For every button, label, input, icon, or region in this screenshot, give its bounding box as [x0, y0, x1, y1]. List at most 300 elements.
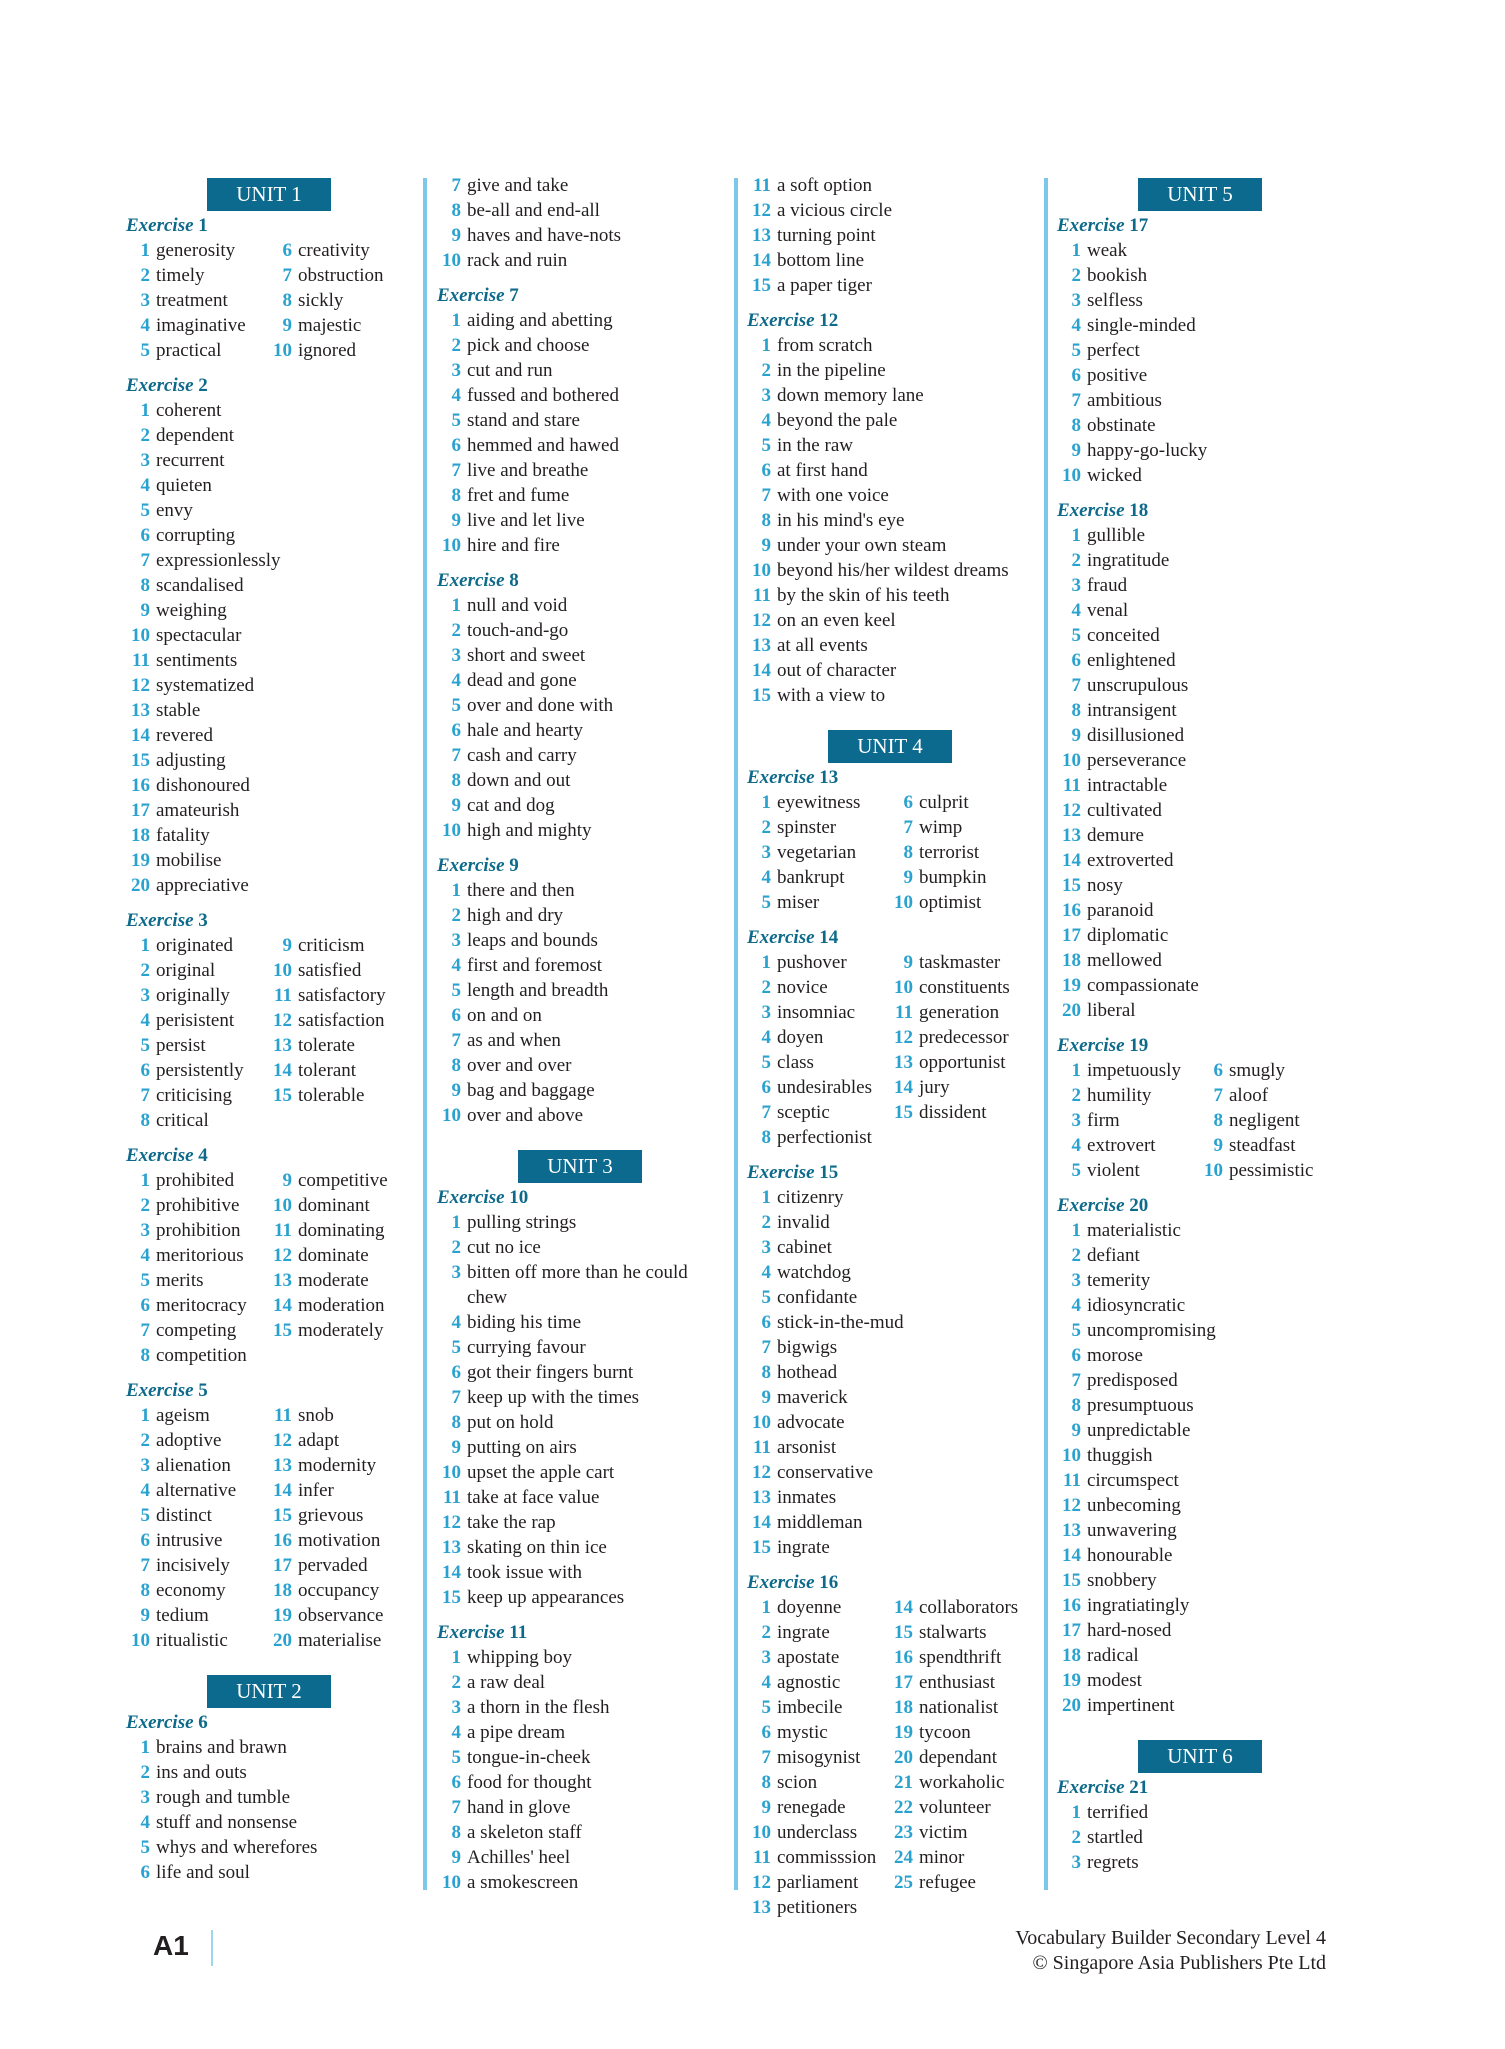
item-answer: cut and run: [467, 360, 553, 381]
answer-item: [747, 1410, 845, 1435]
item-answer: intrusive: [156, 1530, 223, 1551]
item-number: 5: [140, 1505, 150, 1526]
item-number: 18: [894, 1697, 913, 1718]
item-number: 6: [451, 1772, 461, 1793]
item-answer: mellowed: [1087, 950, 1162, 971]
item-answer: at all events: [777, 635, 868, 656]
item-answer: recurrent: [156, 450, 225, 471]
answer-item: [437, 173, 568, 198]
item-number: 14: [894, 1597, 913, 1618]
item-number: 7: [282, 265, 292, 286]
item-answer: competitive: [298, 1170, 388, 1191]
answer-row: [1057, 413, 1347, 438]
item-number: 17: [894, 1672, 913, 1693]
answer-item: [268, 1008, 385, 1033]
item-answer: idiosyncratic: [1087, 1295, 1186, 1316]
item-answer: competition: [156, 1345, 247, 1366]
answer-row: [1057, 1468, 1347, 1493]
answer-item: [126, 1168, 234, 1193]
answer-item: [1057, 948, 1162, 973]
item-number: 15: [752, 275, 771, 296]
answer-item: [747, 433, 853, 458]
item-answer: cabinet: [777, 1237, 832, 1258]
item-number: 4: [140, 1010, 150, 1031]
answer-row: [437, 1335, 727, 1360]
item-answer: violent: [1087, 1160, 1140, 1181]
answer-row: [437, 1870, 727, 1895]
item-number: 8: [903, 842, 913, 863]
item-number: 4: [140, 1480, 150, 1501]
answer-item: [437, 668, 577, 693]
item-answer: insomniac: [777, 1002, 856, 1023]
item-number: 5: [1071, 1160, 1081, 1181]
item-answer: watchdog: [777, 1262, 851, 1283]
answer-item: [747, 508, 904, 533]
answer-item: [437, 1770, 592, 1795]
item-number: 5: [140, 1837, 150, 1858]
column-divider: [734, 178, 738, 1890]
answer-item: [126, 263, 205, 288]
item-number: 1: [761, 1187, 771, 1208]
item-answer: maverick: [777, 1387, 848, 1408]
item-answer: workaholic: [919, 1772, 1005, 1793]
item-number: 7: [140, 550, 150, 571]
unit-heading: UNIT 1: [207, 178, 331, 211]
unit-heading: UNIT 3: [518, 1150, 642, 1183]
item-number: 7: [1071, 390, 1081, 411]
answer-item: [1057, 873, 1123, 898]
item-answer: invalid: [777, 1212, 830, 1233]
item-number: 3: [451, 1697, 461, 1718]
answer-item: [1057, 1218, 1181, 1243]
item-answer: pulling strings: [467, 1212, 577, 1233]
answer-row: [747, 1770, 1037, 1795]
item-answer: taskmaster: [919, 952, 1001, 973]
item-number: 8: [451, 1822, 461, 1843]
answer-item: [437, 643, 585, 668]
answer-item: [126, 1193, 239, 1218]
item-number: 9: [282, 1170, 292, 1191]
answer-row: [437, 533, 727, 558]
answer-row: [126, 573, 416, 598]
item-answer: radical: [1087, 1645, 1139, 1666]
item-number: 3: [451, 1262, 461, 1283]
answer-row: [126, 773, 416, 798]
item-number: 9: [140, 600, 150, 621]
exercise-heading: [126, 373, 416, 398]
answer-item: [268, 1403, 334, 1428]
item-answer: a thorn in the flesh: [467, 1697, 610, 1718]
answer-item: [747, 558, 1009, 583]
item-number: 20: [1062, 1695, 1081, 1716]
answer-item: [268, 1083, 364, 1108]
item-answer: tolerate: [298, 1035, 355, 1056]
answer-item: [1057, 1368, 1178, 1393]
answer-row: [437, 1260, 727, 1310]
item-number: 11: [274, 1405, 292, 1426]
item-number: 3: [1071, 1110, 1081, 1131]
item-answer: moderate: [298, 1270, 369, 1291]
item-number: 1: [761, 792, 771, 813]
answer-row: [747, 1870, 1037, 1895]
answer-row: [1057, 1693, 1347, 1718]
answer-row: [437, 718, 727, 743]
item-number: 7: [1213, 1085, 1223, 1106]
item-number: 9: [761, 1797, 771, 1818]
answer-row: [437, 1235, 727, 1260]
item-number: 4: [140, 315, 150, 336]
item-number: 4: [761, 1027, 771, 1048]
item-answer: cut no ice: [467, 1237, 541, 1258]
item-number: 8: [1071, 415, 1081, 436]
item-answer: moderation: [298, 1295, 385, 1316]
item-answer: firm: [1087, 1110, 1120, 1131]
item-number: 2: [140, 1195, 150, 1216]
item-answer: obstinate: [1087, 415, 1156, 436]
answer-row: [747, 1025, 1037, 1050]
answer-item: [126, 1835, 317, 1860]
answer-row: [437, 1210, 727, 1235]
item-number: 2: [761, 817, 771, 838]
item-number: 5: [761, 1052, 771, 1073]
item-answer: gullible: [1087, 525, 1146, 546]
exercise-heading: [1057, 1193, 1347, 1218]
item-number: 4: [761, 410, 771, 431]
answer-item: [437, 1560, 582, 1585]
item-answer: arsonist: [777, 1437, 837, 1458]
answer-item: [437, 1003, 542, 1028]
answer-item: [747, 1895, 857, 1920]
item-answer: perfectionist: [777, 1127, 872, 1148]
exercise-label: Exercise: [1057, 1035, 1125, 1056]
answer-item: [1057, 1543, 1172, 1568]
item-number: 9: [451, 510, 461, 531]
answer-row: [437, 333, 727, 358]
answer-item: [747, 1025, 823, 1050]
item-number: 12: [1062, 1495, 1081, 1516]
item-number: 2: [1071, 550, 1081, 571]
item-answer: jury: [919, 1077, 950, 1098]
answer-item: [889, 890, 981, 915]
item-answer: stalwarts: [919, 1622, 987, 1643]
item-answer: compassionate: [1087, 975, 1199, 996]
item-number: 10: [752, 560, 771, 581]
item-answer: defiant: [1087, 1245, 1140, 1266]
item-answer: circumspect: [1087, 1470, 1179, 1491]
answer-row: [437, 358, 727, 383]
item-answer: prohibitive: [156, 1195, 240, 1216]
answer-item: [126, 523, 235, 548]
item-answer: impetuously: [1087, 1060, 1181, 1081]
answer-item: [1057, 798, 1162, 823]
answer-row: [126, 723, 416, 748]
answer-item: [747, 950, 847, 975]
answer-row: [437, 433, 727, 458]
exercise-label: Exercise: [437, 285, 505, 306]
item-number: 3: [140, 1455, 150, 1476]
answer-row: [1057, 1058, 1347, 1083]
answer-item: [1057, 1343, 1143, 1368]
answer-item: [747, 1645, 839, 1670]
answer-item: [437, 1585, 624, 1610]
item-answer: length and breadth: [467, 980, 609, 1001]
answer-item: [1057, 1618, 1171, 1643]
answer-row: [126, 1735, 416, 1760]
item-answer: unscrupulous: [1087, 675, 1189, 696]
footer-credits: [1015, 1926, 1326, 1976]
item-answer: weighing: [156, 600, 227, 621]
answer-item: [126, 773, 250, 798]
item-answer: intractable: [1087, 775, 1168, 796]
item-number: 4: [761, 1262, 771, 1283]
item-number: 4: [1071, 315, 1081, 336]
item-number: 15: [442, 1587, 461, 1608]
item-answer: timely: [156, 265, 205, 286]
item-answer: enthusiast: [919, 1672, 995, 1693]
answer-item: [126, 1785, 290, 1810]
item-number: 5: [1071, 1320, 1081, 1341]
item-number: 21: [894, 1772, 913, 1793]
item-answer: dissident: [919, 1102, 987, 1123]
item-answer: mystic: [777, 1722, 828, 1743]
answer-item: [747, 658, 896, 683]
answer-item: [268, 1628, 381, 1653]
answer-row: [747, 1075, 1037, 1100]
item-answer: middleman: [777, 1512, 863, 1533]
item-answer: agnostic: [777, 1672, 841, 1693]
item-number: 14: [752, 660, 771, 681]
item-answer: selfless: [1087, 290, 1143, 311]
item-number: 10: [1062, 750, 1081, 771]
answer-item: [437, 1870, 578, 1895]
answer-item: [437, 1435, 577, 1460]
answer-item: [126, 1553, 230, 1578]
item-number: 6: [761, 460, 771, 481]
answer-row: [1057, 1643, 1347, 1668]
answer-row: [1057, 338, 1347, 363]
item-answer: dependent: [156, 425, 235, 446]
item-number: 22: [894, 1797, 913, 1818]
answer-row: [1057, 798, 1347, 823]
answer-item: [747, 1050, 814, 1075]
item-number: 8: [761, 1362, 771, 1383]
item-answer: motivation: [298, 1530, 381, 1551]
item-answer: down memory lane: [777, 385, 924, 406]
exercise-number: 9: [509, 855, 519, 876]
item-answer: doyen: [777, 1027, 824, 1048]
item-number: 8: [761, 510, 771, 531]
answer-item: [747, 1795, 846, 1820]
exercise-label: Exercise: [126, 1380, 194, 1401]
answer-item: [747, 1385, 848, 1410]
answer-row: [1057, 1318, 1347, 1343]
item-answer: generation: [919, 1002, 1000, 1023]
item-number: 3: [451, 930, 461, 951]
item-number: 1: [140, 1405, 150, 1426]
answer-row: [747, 1100, 1037, 1125]
answer-item: [126, 673, 254, 698]
answer-row: [437, 928, 727, 953]
item-number: 2: [1071, 1085, 1081, 1106]
answer-item: [1199, 1158, 1313, 1183]
item-number: 8: [761, 1127, 771, 1148]
item-answer: perisistent: [156, 1010, 235, 1031]
item-answer: inmates: [777, 1487, 837, 1508]
item-answer: negligent: [1229, 1110, 1300, 1131]
item-answer: originated: [156, 935, 234, 956]
answer-row: [126, 1293, 416, 1318]
answer-item: [126, 1603, 209, 1628]
item-number: 3: [140, 290, 150, 311]
answer-item: [437, 483, 569, 508]
answer-item: [126, 1528, 223, 1553]
answer-row: [126, 1428, 416, 1453]
item-number: 6: [761, 1722, 771, 1743]
answer-item: [889, 1720, 971, 1745]
exercise-number: 11: [509, 1622, 528, 1643]
answer-item: [268, 263, 384, 288]
answer-item: [437, 508, 585, 533]
answer-row: [747, 790, 1037, 815]
item-answer: pessimistic: [1229, 1160, 1314, 1181]
exercise-heading: [126, 1710, 416, 1735]
item-answer: keep up appearances: [467, 1587, 625, 1608]
item-number: 3: [761, 1237, 771, 1258]
answer-row: [747, 408, 1037, 433]
answer-item: [268, 1453, 376, 1478]
answer-item: [126, 1293, 247, 1318]
item-number: 3: [1071, 575, 1081, 596]
item-number: 13: [442, 1537, 461, 1558]
item-number: 5: [761, 1697, 771, 1718]
exercise-heading: [1057, 1775, 1347, 1800]
exercise-number: 5: [198, 1380, 208, 1401]
item-answer: novice: [777, 977, 828, 998]
item-answer: treatment: [156, 290, 228, 311]
answer-row: [437, 1053, 727, 1078]
item-answer: a soft option: [777, 175, 872, 196]
answer-item: [747, 1360, 837, 1385]
answer-item: [889, 1100, 987, 1125]
item-number: 12: [752, 200, 771, 221]
answer-row: [1057, 1668, 1347, 1693]
answer-row: [1057, 998, 1347, 1023]
item-answer: envy: [156, 500, 193, 521]
answer-row: [1057, 1133, 1347, 1158]
item-number: 9: [451, 1080, 461, 1101]
item-number: 18: [131, 825, 150, 846]
answer-item: [268, 1033, 355, 1058]
answer-row: [126, 1008, 416, 1033]
item-answer: terrified: [1087, 1802, 1149, 1823]
item-answer: aiding and abetting: [467, 310, 613, 331]
item-number: 4: [1071, 600, 1081, 621]
item-number: 6: [1071, 1345, 1081, 1366]
answer-item: [889, 1000, 999, 1025]
item-number: 15: [1062, 875, 1081, 896]
item-number: 10: [894, 977, 913, 998]
item-answer: regrets: [1087, 1852, 1139, 1873]
answer-item: [268, 1478, 334, 1503]
exercise-number: 16: [819, 1572, 839, 1593]
item-number: 2: [140, 265, 150, 286]
answer-item: [1057, 923, 1168, 948]
answer-item: [268, 1528, 380, 1553]
item-number: 2: [1071, 265, 1081, 286]
item-answer: misogynist: [777, 1747, 861, 1768]
answer-item: [126, 1628, 228, 1653]
item-number: 15: [752, 685, 771, 706]
unit-heading: UNIT 4: [828, 730, 952, 763]
item-number: 5: [451, 410, 461, 431]
item-number: 15: [273, 1320, 292, 1341]
answer-item: [126, 473, 212, 498]
answer-item: [437, 383, 619, 408]
exercise-label: Exercise: [747, 1572, 815, 1593]
item-number: 16: [131, 775, 150, 796]
answer-row: [747, 223, 1037, 248]
answer-row: [126, 1218, 416, 1243]
answer-row: [747, 950, 1037, 975]
answer-item: [747, 223, 876, 248]
exercise-heading: [437, 568, 727, 593]
item-answer: took issue with: [467, 1562, 583, 1583]
answer-row: [437, 1670, 727, 1695]
item-answer: in his mind's eye: [777, 510, 905, 531]
answer-item: [747, 1435, 836, 1460]
item-answer: rack and ruin: [467, 250, 568, 271]
item-answer: humility: [1087, 1085, 1152, 1106]
item-answer: hale and hearty: [467, 720, 584, 741]
item-answer: minor: [919, 1847, 965, 1868]
item-answer: opportunist: [919, 1052, 1006, 1073]
answer-item: [1057, 1393, 1194, 1418]
item-answer: sceptic: [777, 1102, 830, 1123]
answer-item: [437, 1028, 561, 1053]
item-answer: occupancy: [298, 1580, 380, 1601]
answer-item: [268, 1268, 369, 1293]
item-answer: over and over: [467, 1055, 572, 1076]
answer-item: [747, 1620, 830, 1645]
answer-row: [747, 1125, 1037, 1150]
item-number: 8: [140, 1345, 150, 1366]
answer-item: [268, 983, 386, 1008]
answer-item: [889, 1645, 1001, 1670]
item-answer: victim: [919, 1822, 968, 1843]
item-number: 3: [451, 645, 461, 666]
answer-row: [747, 1670, 1037, 1695]
answer-item: [126, 623, 241, 648]
answer-item: [747, 358, 886, 383]
item-answer: practical: [156, 340, 222, 361]
item-answer: pushover: [777, 952, 847, 973]
item-answer: ingratitude: [1087, 550, 1170, 571]
answer-item: [747, 1510, 862, 1535]
answer-item: [1057, 288, 1143, 313]
answer-item: [126, 1403, 210, 1428]
item-number: 1: [140, 935, 150, 956]
answer-item: [1057, 1108, 1120, 1133]
item-number: 4: [451, 670, 461, 691]
answer-item: [747, 1210, 830, 1235]
item-number: 10: [442, 1872, 461, 1893]
item-number: 11: [753, 175, 771, 196]
answer-item: [437, 1535, 607, 1560]
item-number: 10: [442, 1462, 461, 1483]
item-answer: tongue-in-cheek: [467, 1747, 591, 1768]
item-answer: diplomatic: [1087, 925, 1169, 946]
answer-item: [126, 1268, 204, 1293]
